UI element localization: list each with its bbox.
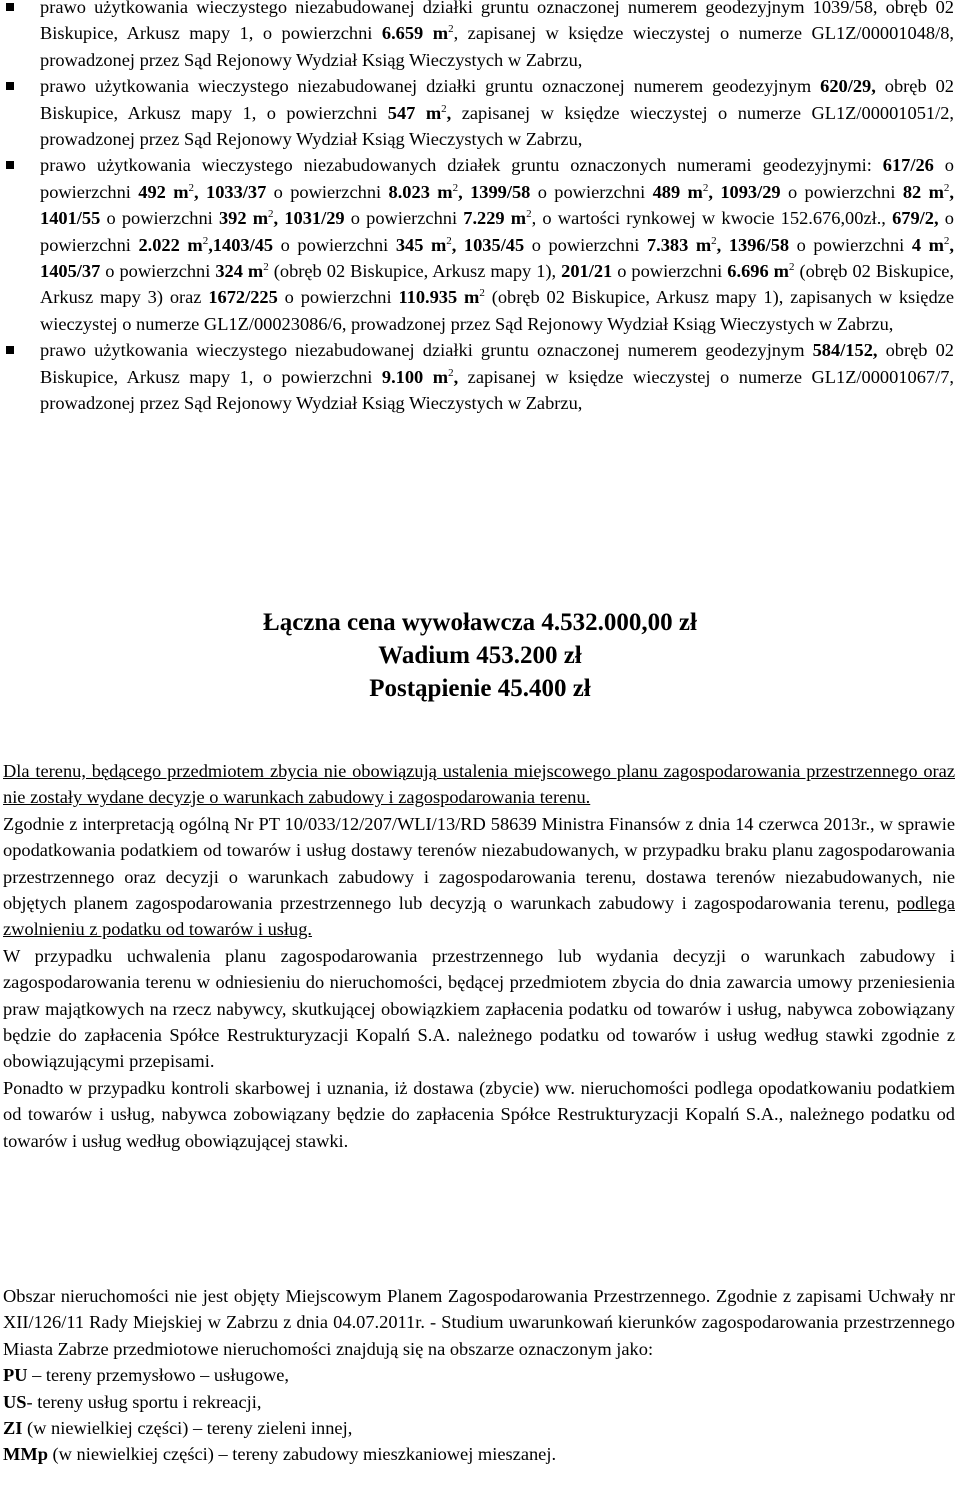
parcel-text: o powierzchni xyxy=(100,261,216,282)
parcel-text: o powierzchni xyxy=(612,261,728,282)
zoning-desc: – tereny przemysłowo – usługowe, xyxy=(27,1365,290,1386)
parcel-text: o powierzchni xyxy=(273,234,396,255)
parcel-text: prawo użytkowania wieczystego niezabudowanej działki gruntu oznaczonej numerem geodezyjnym 1039/58, obręb 02 Biskupice, Arkusz mapy 1, o powierzchni xyxy=(40,0,954,44)
parcel-number: 201/21 xyxy=(561,261,613,282)
parcel-area: 8.023 m xyxy=(388,181,453,202)
parcel-number: 617/26 xyxy=(882,155,934,176)
parcel-number: 620/29, xyxy=(820,76,876,97)
zoning-item xyxy=(3,1441,955,1467)
parcel-number: 1033/37 xyxy=(206,181,267,202)
parcel-text: (obręb 02 Biskupice, Arkusz mapy 3) oraz xyxy=(40,261,954,308)
parcel-list xyxy=(0,0,960,417)
parcel-number: 1401/55 xyxy=(40,208,101,229)
parcel-item xyxy=(0,0,960,73)
parcel-area: 492 m xyxy=(138,181,189,202)
zoning-code: PU xyxy=(3,1365,28,1386)
tax-section xyxy=(3,758,955,1154)
parcel-text: zapisanej w księdze wieczystej o numerze xyxy=(451,102,812,123)
parcel-text: , xyxy=(194,181,207,202)
parcel-area: 547 m xyxy=(387,102,442,123)
parcel-text: o powierzchni xyxy=(524,234,647,255)
parcel-area: 489 m xyxy=(652,181,703,202)
parcel-text: o powierzchni xyxy=(780,181,903,202)
parcel-text: o powierzchni xyxy=(40,208,954,255)
parcel-text: , prowadzonej przez Sąd Rejonowy Wydział Ksiąg Wieczystych w Zabrzu, xyxy=(40,102,954,150)
parcel-text: (obręb 02 Biskupice, Arkusz mapy 1), xyxy=(268,261,562,282)
parcel-text: , xyxy=(708,181,721,202)
parcel-text: o powierzchni xyxy=(100,208,219,229)
parcel-number: 1035/45 xyxy=(463,234,525,255)
parcel-text: , prowadzonej przez Sąd Rejonowy Wydział Ksiąg Wieczystych w Zabrzu, xyxy=(341,313,894,334)
parcel-text: , xyxy=(949,234,954,255)
superscript: 2 xyxy=(446,234,452,247)
parcel-text: o powierzchni xyxy=(266,181,389,202)
superscript: 2 xyxy=(202,234,209,247)
zoning-desc: (w niewielkiej części) – tereny zieleni innej, xyxy=(22,1418,353,1439)
superscript: 2 xyxy=(479,287,485,300)
land-register-number: GL1Z/00001067/7 xyxy=(811,366,950,387)
parcel-area: 392 m xyxy=(218,208,269,229)
parcel-area: 7.229 m xyxy=(463,208,527,229)
parcel-text: o powierzchni xyxy=(530,181,653,202)
parcel-area: 324 m xyxy=(215,261,264,282)
parcel-text: , xyxy=(949,181,954,202)
tax-obligation-paragraph: W przypadku uchwalenia planu zagospodarowania przestrzennego lub wydania decyzji o warunkach zabudowy i zagospodarowania terenu w odniesieniu do nieruchomości, będącej przedmiotem zbycia do dnia zawarcia umowy przeniesienia praw majątkowych na rzecz nabywcy, skutkującej obowiązkiem zapłacenia podatku od towarów i usług, nabywca zobowiązany będzie do zapłacenia Spółce Restrukturyzacji Kopalń S.A. należnego podatku od towarów i usług według stawki zgodnie z obowiązującymi przepisami. xyxy=(3,945,955,1072)
parcel-text: zapisanej w księdze wieczystej o numerze GL1Z/00001048/8, prowadzonej przez Sąd Rejonowy Wydział Ksiąg Wieczystych w Zabrzu, xyxy=(40,23,955,70)
parcel-number: 1405/37 xyxy=(40,261,101,282)
zoning-desc: - tereny usług sportu i rekreacji, xyxy=(26,1391,262,1412)
parcel-text: o powierzchni xyxy=(277,287,399,308)
parcel-text: zapisanej w księdze wieczystej o numerze xyxy=(458,366,812,387)
zoning-code: US xyxy=(3,1391,27,1412)
parcel-text: prawo użytkowania wieczystego niezabudowanej działki gruntu oznaczonej numerem geodezyjnym xyxy=(40,340,813,361)
superscript: 2 xyxy=(441,102,447,115)
parcel-text: (obręb 02 Biskupice, Arkusz mapy 1), zapisanych w księdze wieczystej o numerze xyxy=(40,287,954,334)
bid-increment: Postąpienie 45.400 zł xyxy=(369,675,591,702)
tax-interpretation xyxy=(3,811,955,943)
zoning-intro: Obszar nieruchomości nie jest objęty Miejscowym Planem Zagospodarowania Przestrzennego. Zgodnie z zapisami Uchwały nr XII/126/11 Rady Miejskiej w Zabrzu z dnia 04.07.2011r. - Studium uwarunkowań kierunków zagospodarowania przestrzennego Miasta Zabrze przedmiotowe nieruchomości znajdują się na obszarze oznaczonym jako: xyxy=(3,1286,955,1359)
parcel-area: 110.935 m xyxy=(398,287,480,308)
land-register-number: GL1Z/00001051/2 xyxy=(811,102,950,123)
zoning-code: MMp xyxy=(3,1444,48,1465)
parcel-number: 584/152, xyxy=(812,340,878,361)
parcel-text: o powierzchni xyxy=(344,208,464,229)
parcel-text: , xyxy=(451,234,464,255)
parcel-area: 4 m xyxy=(911,234,944,255)
parcel-text: , xyxy=(453,23,459,44)
parcel-text: , xyxy=(208,234,213,255)
price-summary xyxy=(0,606,960,705)
zoning-desc: (w niewielkiej części) – tereny zabudowy mieszkaniowej mieszanej. xyxy=(47,1444,557,1465)
superscript: 2 xyxy=(448,366,454,379)
zoning-notice: Dla terenu, będącego przedmiotem zbycia nie obowiązują ustalenia miejscowego planu zagospodarowania przestrzennego oraz nie zostały wydane decyzje o warunkach zabudowy i zagospodarowania terenu. xyxy=(3,761,955,808)
parcel-item xyxy=(0,73,960,152)
square-bullet-icon xyxy=(6,82,14,90)
tax-interpretation-text: Zgodnie z interpretacją ogólną Nr PT 10/033/12/207/WLI/13/RD 58639 Ministra Finansów z dnia 14 czerwca 2013r., w sprawie opodatkowania podatkiem od towarów i usług dostawy terenów niezabudowanych, w przypadku braku planu zagospodarowania przestrzennego oraz decyzji o warunkach zabudowy i zagospodarowania terenu, dostawa terenów niezabudowanych, nie objętych planem zagospodarowania przestrzennego lub decyzją o warunkach zabudowy i zagospodarowania terenu, xyxy=(3,813,955,914)
deposit-amount: Wadium 453.200 zł xyxy=(378,642,582,669)
parcel-text: , o wartości rynkowej w kwocie 152.676,00zł., xyxy=(531,208,893,229)
parcel-text: , xyxy=(453,366,459,387)
parcel-number: 1403/45 xyxy=(212,234,274,255)
parcel-area: 9.100 m xyxy=(381,366,449,387)
superscript: 2 xyxy=(943,234,950,247)
parcel-area: 345 m xyxy=(395,234,447,255)
zoning-item xyxy=(3,1362,955,1388)
parcel-text: , xyxy=(273,208,285,229)
parcel-text: , xyxy=(458,181,471,202)
parcel-text: obręb 02 Biskupice, Arkusz mapy 1, o powierzchni xyxy=(40,340,954,387)
parcel-area: 6.696 m xyxy=(727,261,789,282)
superscript: 2 xyxy=(711,234,717,247)
parcel-area: 7.383 m xyxy=(646,234,712,255)
parcel-text: , xyxy=(716,234,729,255)
parcel-text: prawo użytkowania wieczystego niezabudowanej działki gruntu oznaczonej numerem geodezyjnym xyxy=(40,76,821,97)
land-register-number: GL1Z/00023086/6 xyxy=(203,313,342,334)
parcel-text: o powierzchni xyxy=(789,234,912,255)
parcel-text: , prowadzonej przez Sąd Rejonowy Wydział Ksiąg Wieczystych w Zabrzu, xyxy=(40,366,955,414)
parcel-area: 6.659 m xyxy=(381,23,449,44)
superscript: 2 xyxy=(526,208,532,221)
square-bullet-icon xyxy=(6,161,14,169)
superscript: 2 xyxy=(268,208,274,221)
parcel-text: obręb 02 Biskupice, Arkusz mapy 1, o powierzchni xyxy=(40,76,954,123)
parcel-number: 1399/58 xyxy=(470,181,531,202)
parcel-number: 1093/29 xyxy=(720,181,781,202)
parcel-number: 679/2, xyxy=(892,208,939,229)
zoning-section xyxy=(3,1283,955,1468)
parcel-area: 2.022 m xyxy=(138,234,203,255)
superscript: 2 xyxy=(788,261,795,274)
parcel-text: o powierzchni xyxy=(40,155,954,202)
superscript: 2 xyxy=(943,181,950,194)
zoning-item xyxy=(3,1415,955,1441)
parcel-number: 1672/225 xyxy=(208,287,278,308)
total-starting-price: Łączna cena wywoławcza 4.532.000,00 zł xyxy=(263,609,697,636)
parcel-area: 82 m xyxy=(902,181,944,202)
tax-audit-paragraph: Ponadto w przypadku kontroli skarbowej i uznania, iż dostawa (zbycie) ww. nieruchomości podlega opodatkowaniu podatkiem od towarów i usług, nabywca zobowiązany będzie do zapłacenia Spółce Restrukturyzacji Kopalń S.A., należnego podatku od towarów i usług według obowiązującej stawki. xyxy=(3,1077,955,1151)
superscript: 2 xyxy=(702,181,709,194)
zoning-code: ZI xyxy=(3,1418,23,1439)
parcel-number: 1031/29 xyxy=(284,208,345,229)
superscript: 2 xyxy=(452,181,459,194)
parcel-item xyxy=(0,337,960,416)
parcel-number: 1396/58 xyxy=(728,234,790,255)
square-bullet-icon xyxy=(6,346,14,354)
square-bullet-icon xyxy=(6,3,14,11)
superscript: 2 xyxy=(188,181,195,194)
parcel-text: , xyxy=(446,102,452,123)
superscript: 2 xyxy=(448,23,454,36)
zoning-item xyxy=(3,1389,955,1415)
tax-exemption-note: podlega zwolnieniu z podatku od towarów i usług. xyxy=(3,893,955,940)
parcel-item xyxy=(0,152,960,337)
parcel-text: prawo użytkowania wieczystego niezabudowanych działek gruntu oznaczonych numerami geodezyjnymi: xyxy=(40,155,883,176)
superscript: 2 xyxy=(263,261,269,274)
